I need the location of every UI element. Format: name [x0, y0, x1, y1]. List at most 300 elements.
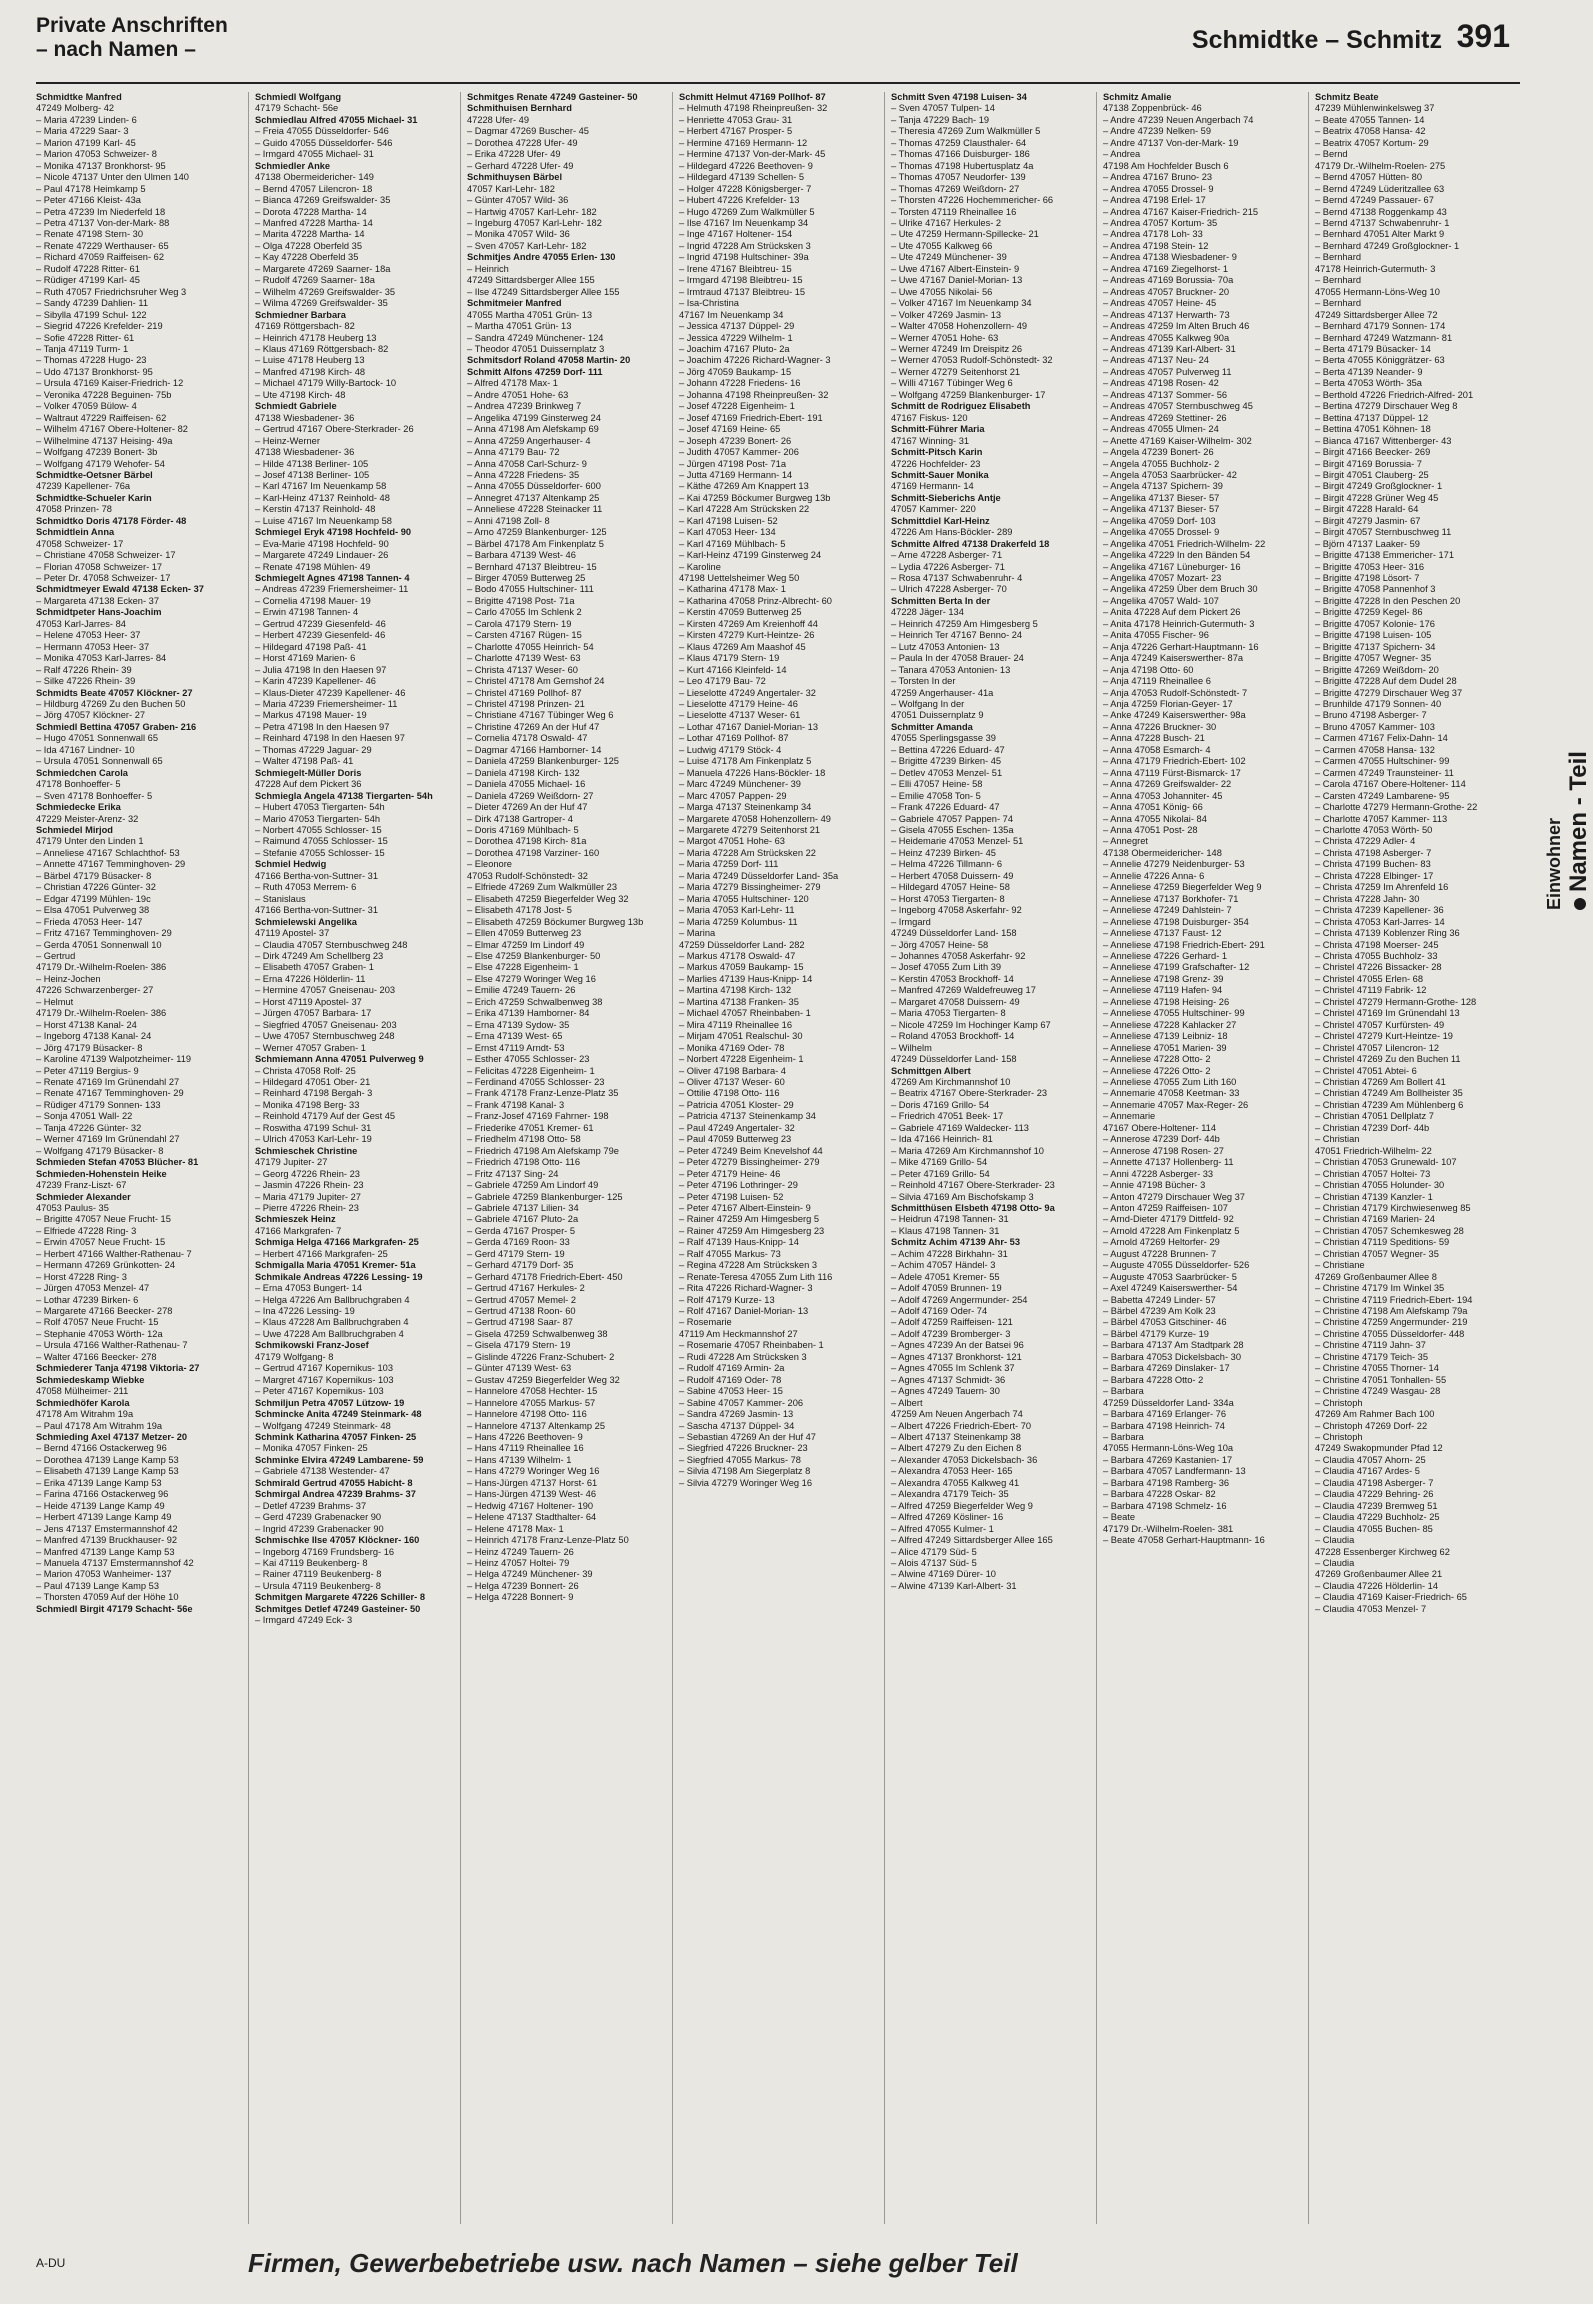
directory-entry: – Hubert 47226 Krefelder- 13	[679, 195, 800, 206]
directory-entry: – Christa 47259 Im Ahrenfeld 16	[1315, 882, 1449, 893]
directory-entry: 47269 Am Kirchmannshof 10	[891, 1076, 1011, 1087]
directory-entry: – Gerda 47051 Sonnenwall 10	[36, 939, 162, 950]
directory-entry: – Maria 47228 Am Strücksken 22	[679, 847, 816, 858]
directory-entry: – Günter 47139 West- 63	[467, 1363, 572, 1374]
directory-entry: – Heinz 47249 Tauern- 26	[467, 1546, 574, 1557]
directory-entry: – Leo 47179 Bau- 72	[679, 676, 766, 687]
directory-entry: – Hubert 47053 Tiergarten- 54h	[255, 802, 385, 813]
directory-entry: – Veronika 47228 Beguinen- 75b	[36, 389, 172, 400]
directory-entry: – Rüdiger 47199 Karl- 45	[36, 275, 140, 286]
directory-entry: – Christa 47228 Elbinger- 17	[1315, 870, 1434, 881]
directory-entry: – Andrea 47178 Loh- 33	[1103, 229, 1203, 240]
directory-entry: – Oliver 47198 Barbara- 4	[679, 1065, 786, 1076]
directory-entry: – Paul 47139 Lange Kamp 53	[36, 1580, 160, 1591]
directory-entry: – Hildegard 47139 Schellen- 5	[679, 172, 805, 183]
directory-entry: – Heinrich 47259 Am Himgesberg 5	[891, 618, 1038, 629]
directory-entry: – Hedwig 47167 Holtener- 190	[467, 1500, 594, 1511]
directory-entry: Schmischke Ilse 47057 Klöckner- 160	[255, 1535, 420, 1546]
directory-entry: – Christian 47057 Wegner- 35	[1315, 1248, 1439, 1259]
directory-entry: – Anja 47226 Gerhart-Hauptmann- 16	[1103, 641, 1259, 652]
directory-entry: Schmitte Alfred 47138 Drakerfeld 18	[891, 538, 1050, 549]
directory-entry: – Dorothea 47139 Lange Kamp 53	[36, 1454, 179, 1465]
directory-column	[672, 92, 884, 2224]
directory-entry: – Lothar 47169 Pollhof- 87	[679, 733, 789, 744]
directory-entry: 47178 Bonhoeffer- 5	[36, 779, 121, 790]
directory-entry: – Monika 47198 Berg- 33	[255, 1099, 360, 1110]
directory-entry: – Christian 47051 Dellplatz 7	[1315, 1111, 1434, 1122]
directory-entry: 47249 Düsseldorfer Land- 158	[891, 1054, 1017, 1065]
directory-entry: – Hans 47119 Rheinallee 16	[467, 1443, 584, 1454]
header-name-range: Schmidtke – Schmitz	[1191, 26, 1442, 54]
directory-entry: 47228 Essenberger Kirchweg 62	[1315, 1546, 1450, 1557]
directory-entry: – Torsten In der	[891, 676, 956, 687]
directory-entry: – Brigitte 47057 Neue Frucht- 15	[36, 1214, 171, 1225]
directory-entry: Schmiegelt Agnes 47198 Tannen- 4	[255, 573, 410, 584]
directory-entry: – Rüdiger 47179 Sonnen- 133	[36, 1099, 161, 1110]
directory-entry: – Beate	[1103, 1512, 1136, 1523]
directory-entry: – Monika 47169 Oder- 78	[679, 1042, 785, 1053]
directory-entry: 47228 Ufer- 49	[467, 114, 530, 125]
directory-entry: – Claudia 47055 Buchen- 85	[1315, 1523, 1433, 1534]
directory-entry: – Hans 47139 Wilhelm- 1	[467, 1454, 572, 1465]
directory-entry: – Reinhold 47167 Obere-Sterkrader- 23	[891, 1180, 1055, 1191]
directory-entry: – Birgit 47166 Beecker- 269	[1315, 447, 1431, 458]
directory-entry: – Anna 47058 Carl-Schurz- 9	[467, 458, 587, 469]
directory-entry: – Judith 47057 Kammer- 206	[679, 447, 799, 458]
directory-entry: – Kerstin 47059 Butterweg 25	[679, 607, 802, 618]
directory-entry: – Alice 47179 Süd- 5	[891, 1546, 977, 1557]
directory-entry: – Ursula 47051 Sonnenwall 65	[36, 756, 163, 767]
directory-entry: – Daniela 47055 Michael- 16	[467, 779, 586, 790]
directory-entry: – Jörg 47059 Baukamp- 15	[679, 366, 792, 377]
directory-entry: – Kerstin 47053 Brockhoff- 14	[891, 973, 1014, 984]
directory-entry: – Kai 47119 Beukenberg- 8	[255, 1558, 368, 1568]
directory-entry: – Hartwig 47057 Karl-Lehr- 182	[467, 206, 597, 217]
directory-entry: – Stefanie 47055 Schlosser- 15	[255, 847, 385, 858]
directory-entry: – Lieselotte 47137 Weser- 61	[679, 710, 801, 721]
directory-entry: – Paul 47178 Am Witrahm 19a	[36, 1420, 163, 1431]
directory-entry: – Beate 47058 Gerhart-Hauptmann- 16	[1103, 1535, 1265, 1546]
directory-entry: – Barbara 47198 Heinrich- 74	[1103, 1420, 1225, 1431]
directory-entry: – Claudia 47169 Kaiser-Friedrich- 65	[1315, 1592, 1467, 1603]
directory-entry: – Andre 47137 Von-der-Mark- 19	[1103, 137, 1239, 148]
directory-entry: Schmiedl Birgit 47179 Schacht- 56e	[36, 1603, 193, 1614]
directory-entry: – Arnold 47269 Heltorfer- 29	[1103, 1237, 1220, 1248]
directory-entry: – Werner 47249 Im Dreispitz 26	[891, 343, 1023, 354]
directory-entry: – Hildegard 47226 Beethoven- 9	[679, 160, 813, 171]
directory-entry: – Volker 47167 Im Neuenkamp 34	[891, 298, 1032, 309]
directory-entry: – Ute 47198 Kirch- 48	[255, 389, 346, 400]
directory-entry: – Christa 47239 Kapellener- 36	[1315, 905, 1444, 916]
directory-entry: – Sibylla 47199 Schul- 122	[36, 309, 147, 320]
directory-entry: 47119 Am Heckmannshof 27	[679, 1328, 798, 1339]
directory-entry: – Bernhard 47249 Watzmann- 81	[1315, 332, 1453, 343]
directory-entry: – Peter 47179 Heine- 46	[679, 1168, 781, 1179]
directory-entry: – Bettina 47226 Eduard- 47	[891, 744, 1005, 755]
directory-entry: – Maria 47229 Saar- 3	[36, 126, 129, 137]
directory-entry: – Hannelore 47137 Altenkamp 25	[467, 1420, 606, 1431]
directory-entry: – Christel 47057 Kurfürsten- 49	[1315, 1019, 1445, 1030]
directory-entry: 47239 Franz-Liszt- 67	[36, 1180, 127, 1191]
directory-entry: – Margareta 47138 Ecken- 37	[36, 595, 160, 606]
directory-entry: – Anna 47051 Post- 28	[1103, 825, 1198, 835]
directory-entry: – Doris 47169 Grillo- 54	[891, 1099, 990, 1110]
directory-entry: – Christian 47179 Kirchwiesenweg 85	[1315, 1202, 1471, 1213]
directory-entry: – Reinhold 47179 Auf der Gest 45	[255, 1111, 396, 1122]
directory-entry: – Maria 47053 Tiergarten- 8	[891, 1008, 1006, 1019]
directory-entry: – Bärbel 47179 Büsacker- 8	[36, 870, 152, 881]
directory-entry: – Christian 47057 Schemkesweg 28	[1315, 1225, 1464, 1236]
directory-entry: – Birgit 47228 Grüner Weg 45	[1315, 492, 1439, 503]
section-tab-label2: Namen - Teil	[1565, 751, 1592, 892]
directory-entry: – Christian 47119 Speditions- 59	[1315, 1237, 1450, 1248]
directory-entry: – Sven 47178 Bonhoeffer- 5	[36, 790, 153, 801]
directory-entry: Schmitt Helmut 47169 Pollhof- 87	[679, 92, 826, 102]
directory-entry: – Anneliese 47139 Leibniz- 18	[1103, 1031, 1228, 1042]
directory-entry: – Gisela 47259 Schwalbenweg 38	[467, 1328, 608, 1339]
directory-entry: – Maria 47259 Dorf- 111	[679, 859, 779, 870]
directory-entry: – Manfred 47269 Waldefreuweg 17	[891, 985, 1036, 996]
directory-entry: – Peter 47167 Albert-Einstein- 9	[679, 1202, 811, 1213]
directory-entry: – Anita 47055 Fischer- 96	[1103, 630, 1209, 641]
directory-entry: – Bruno 47198 Asberger- 7	[1315, 710, 1427, 721]
directory-entry: – Irene 47167 Bleibtreu- 15	[679, 263, 792, 274]
directory-entry: – Andreas 47259 Im Alten Bruch 46	[1103, 321, 1250, 332]
directory-entry: – Rainer 47119 Beukenberg- 8	[255, 1569, 382, 1580]
directory-entry: – Josef 47138 Berliner- 105	[255, 469, 370, 480]
directory-entry: – Carmen 47055 Hultschiner- 99	[1315, 756, 1450, 767]
directory-entry: – Angelika 47057 Wald- 107	[1103, 595, 1219, 606]
directory-entry: – Gabriele 47057 Pappen- 74	[891, 813, 1013, 824]
directory-entry: – Anja 47198 Otto- 60	[1103, 664, 1194, 675]
directory-entry: – Hildburg 47269 Zu den Buchen 50	[36, 699, 186, 710]
directory-entry: – Reinhard 47198 Bergah- 3	[255, 1088, 373, 1099]
directory-entry: – Friedhelm 47198 Otto- 58	[467, 1134, 581, 1145]
directory-entry: – Heinrich 47178 Franz-Lenze-Platz 50	[467, 1535, 629, 1546]
directory-entry: – Bernd 47249 Passauer- 67	[1315, 195, 1434, 206]
directory-entry: – Anna 47058 Esmarch- 4	[1103, 744, 1211, 755]
directory-entry: 47179 Dr.-Wilhelm-Roelen- 386	[36, 962, 167, 973]
directory-entry: Schmirald Gertrud 47055 Habicht- 8	[255, 1477, 413, 1488]
directory-entry: – Gabriele 47169 Waldecker- 113	[891, 1122, 1029, 1133]
directory-entry: – Wilma 47269 Greifswalder- 35	[255, 298, 388, 309]
directory-entry: – Jürgen 47198 Post- 71a	[679, 458, 786, 469]
directory-entry: – Heinz 47057 Holtei- 79	[467, 1558, 570, 1568]
directory-entry: – Ingeborg 47169 Frundsberg- 16	[255, 1546, 395, 1557]
directory-entry: – Adolf 47239 Bromberger- 3	[891, 1328, 1011, 1339]
directory-entry: – Jasmin 47226 Rhein- 23	[255, 1180, 364, 1191]
section-tab	[1536, 620, 1592, 910]
directory-entry: – Beatrix 47167 Obere-Sterkrader- 23	[891, 1088, 1048, 1099]
directory-entry: – Patricia 47137 Steinenkamp 34	[679, 1111, 816, 1122]
directory-entry: – Wolfgang 47239 Bonert- 3b	[36, 447, 158, 458]
directory-entry: – Anneliese 47226 Gerhard- 1	[1103, 950, 1228, 961]
directory-entry: – Ralf 47226 Rhein- 39	[36, 664, 132, 675]
directory-entry: – Erna 47226 Hölderlin- 11	[255, 973, 366, 984]
directory-entry: – Lieselotte 47179 Heine- 46	[679, 699, 798, 710]
directory-entry: – Elfriede 47228 Ring- 3	[36, 1225, 137, 1236]
directory-entry: – Elli 47057 Heine- 58	[891, 779, 983, 790]
directory-entry: – Anton 47279 Dirschauer Weg 37	[1103, 1191, 1245, 1202]
directory-entry: – Gisela 47179 Stern- 19	[467, 1340, 571, 1351]
directory-entry: – Andreas 47169 Borussia- 70a	[1103, 275, 1234, 286]
directory-entry: – Herbert 47239 Giesenfeld- 46	[255, 630, 386, 641]
directory-entry: – Stephanie 47053 Wörth- 12a	[36, 1328, 163, 1339]
directory-entry: – Anneliese 47198 Friedrich-Ebert- 291	[1103, 939, 1265, 950]
directory-entry: – Richard 47059 Raiffeisen- 62	[36, 252, 165, 263]
directory-entry: – Dorothea 47228 Ufer- 49	[467, 137, 578, 148]
directory-entry: – Frank 47178 Franz-Lenze-Platz 35	[467, 1088, 619, 1099]
directory-entry: – Elfriede 47269 Zum Walkmüller 23	[467, 882, 618, 893]
directory-entry: – Gertrud 47167 Herkules- 2	[467, 1283, 585, 1294]
directory-entry: – Birgit 47169 Borussia- 7	[1315, 458, 1422, 469]
directory-entry: – Berta 47055 Königgrätzer- 63	[1315, 355, 1445, 366]
directory-entry: 47055 Sperlingsgasse 39	[891, 733, 996, 744]
directory-entry: – Brigitte 47228 Auf dem Dudel 28	[1315, 676, 1457, 687]
directory-entry: – Josef 47228 Eigenheim- 1	[679, 401, 795, 412]
directory-entry: – Christian 47239 Dorf- 44b	[1315, 1122, 1430, 1133]
directory-entry: – Andreas 47137 Neu- 24	[1103, 355, 1209, 366]
directory-entry: – Norbert 47055 Schlosser- 15	[255, 825, 382, 835]
directory-entry: – Else 47228 Eigenheim- 1	[467, 962, 579, 973]
directory-entry: – Manfred 47139 Bruckhauser- 92	[36, 1535, 178, 1546]
directory-entry: – Gertrud	[36, 950, 76, 961]
directory-entry: – Angelika 47259 Über dem Bruch 30	[1103, 584, 1258, 595]
directory-entry: – Christine 47269 An der Huf 47	[467, 721, 600, 732]
directory-entry: – Andreas 47137 Sommer- 56	[1103, 389, 1228, 400]
directory-entry: – Kay 47228 Oberfeld 35	[255, 252, 359, 263]
directory-entry: – Angelika 47229 In den Bänden 54	[1103, 550, 1251, 561]
directory-entry: – Christel 47051 Abtei- 6	[1315, 1065, 1417, 1076]
directory-entry: – Carola 47179 Stern- 19	[467, 618, 572, 629]
directory-entry: – Fritz 47137 Sing- 24	[467, 1168, 559, 1179]
directory-column	[248, 92, 460, 2224]
directory-entry: – Anni 47228 Asberger- 33	[1103, 1168, 1214, 1179]
directory-entry: 47053 Karl-Jarres- 84	[36, 618, 126, 629]
directory-entry: – Klaus-Dieter 47239 Kapellener- 46	[255, 687, 406, 698]
directory-entry: – Barbara 47139 West- 46	[467, 550, 576, 561]
directory-entry: – Renate 47169 Im Grünendahl 27	[36, 1076, 180, 1087]
directory-entry: – Katharina 47178 Max- 1	[679, 584, 786, 595]
directory-entry: – Heidrun 47198 Tannen- 31	[891, 1214, 1009, 1225]
directory-entry: – Christel 47279 Kurt-Heintze- 19	[1315, 1031, 1453, 1042]
directory-entry: – Margarete 47058 Hohenzollern- 49	[679, 813, 831, 824]
directory-entry: – Horst 47228 Ring- 3	[36, 1271, 127, 1282]
directory-entry: – Christine 47119 Jahn- 37	[1315, 1340, 1426, 1351]
directory-entry: – Angela 47239 Bonert- 26	[1103, 447, 1214, 458]
directory-entry: – Anneliese 47228 Otto- 2	[1103, 1054, 1211, 1065]
directory-entry: – Carsten 47249 Lambarene- 95	[1315, 790, 1450, 801]
directory-entry: – Wolfgang In der	[891, 699, 965, 710]
directory-entry: Schmithuisen Bernhard	[467, 103, 572, 114]
directory-entry: – Brigitte 47138 Emmericher- 171	[1315, 550, 1455, 561]
directory-entry: 47055 Hermann-Löns-Weg 10	[1315, 286, 1440, 297]
directory-entry: – Hildegard 47198 Paß- 41	[255, 641, 367, 652]
directory-entry: – Ursula 47169 Kaiser-Friedrich- 12	[36, 378, 184, 389]
directory-entry: – Renate 47198 Mühlen- 49	[255, 561, 371, 572]
directory-entry: – Marc 47249 Münchener- 39	[679, 779, 801, 790]
directory-entry: – Daniela 47269 Weißdorn- 27	[467, 790, 594, 801]
directory-entry: – Manuela 47226 Hans-Böckler- 18	[679, 767, 826, 778]
directory-entry: – Christel 47119 Fabrik- 12	[1315, 985, 1427, 996]
directory-entry: Schmieszek Heinz	[255, 1214, 336, 1225]
directory-entry: – Gabriele 47259 Blankenburger- 125	[467, 1191, 623, 1202]
directory-entry: – Ingeborg 47138 Kanal- 24	[36, 1031, 152, 1042]
directory-entry: – Axel 47249 Kaiserswerther- 54	[1103, 1283, 1238, 1294]
directory-entry: – Alexander 47053 Dickelsbach- 36	[891, 1454, 1038, 1465]
directory-entry: – Bernd 47057 Lilencron- 18	[255, 183, 373, 194]
directory-entry: – Christiane 47167 Tübinger Weg 6	[467, 710, 614, 721]
directory-entry: Schmitt Alfons 47259 Dorf- 111	[467, 366, 603, 377]
directory-entry: – Anton 47259 Raiffeisen- 107	[1103, 1202, 1228, 1213]
directory-entry: – Rudolf 47169 Oder- 78	[679, 1374, 782, 1385]
directory-entry: – Brigitte 47259 Kegel- 86	[1315, 607, 1423, 618]
directory-entry: 47167 Im Neuenkamp 34	[679, 309, 784, 320]
directory-entry: – Anneliese 47137 Borkhofer- 71	[1103, 893, 1239, 904]
directory-entry: – Auguste 47053 Saarbrücker- 5	[1103, 1271, 1237, 1282]
directory-entry: – Ulrich 47228 Asberger- 70	[891, 584, 1007, 595]
directory-entry: 47057 Kammer- 220	[891, 504, 976, 515]
directory-entry: Schmidtke-Oetsner Bärbel	[36, 469, 153, 480]
directory-entry: – Sofie 47228 Ritter- 61	[36, 332, 135, 343]
directory-entry: Schmiederer Tanja 47198 Viktoria- 27	[36, 1363, 200, 1374]
directory-entry: – Ruth 47057 Friedrichsruher Weg 3	[36, 286, 187, 297]
directory-entry: – Ingrid 47228 Am Strücksken 3	[679, 240, 811, 251]
directory-entry: – Ursula 47166 Walther-Rathenau- 7	[36, 1340, 188, 1351]
directory-entry: – Peter Dr. 47058 Schweizer- 17	[36, 573, 171, 584]
directory-entry: – Annelie 47279 Neidenburger- 53	[1103, 859, 1245, 870]
directory-entry: – Nicole 47137 Unter den Ulmen 140	[36, 172, 189, 183]
directory-entry: – Elisabeth 47057 Graben- 1	[255, 962, 374, 973]
directory-entry: – Elisabeth 47259 Böckumer Burgweg 13b	[467, 916, 644, 927]
directory-entry: – Andreas 47198 Rosen- 42	[1103, 378, 1219, 389]
directory-entry: 47053 Rudolf-Schönstedt- 32	[467, 870, 588, 881]
directory-entry: – Bernhard 47249 Großglockner- 1	[1315, 240, 1460, 251]
directory-entry: – Brigitte 47198 Luisen- 105	[1315, 630, 1432, 641]
directory-entry: – Markus 47059 Baukamp- 15	[679, 962, 804, 973]
directory-entry: Schmitt Sven 47198 Luisen- 34	[891, 92, 1027, 102]
directory-entry: – Irmgard 47055 Michael- 31	[255, 149, 374, 160]
directory-entry: – Mike 47169 Grillo- 54	[891, 1157, 988, 1168]
directory-entry: – Christian 47249 Am Bollheister 35	[1315, 1088, 1463, 1099]
directory-entry: – Bodo 47055 Hultschiner- 111	[467, 584, 594, 595]
directory-entry: Schmitz Amalie	[1103, 92, 1172, 102]
directory-entry: – Gertrud 47138 Roon- 60	[467, 1306, 576, 1317]
directory-entry: – Annette 47167 Temminghoven- 29	[36, 859, 186, 870]
directory-entry: – Martha 47051 Grün- 13	[467, 321, 572, 332]
directory-entry: – Edgar 47199 Mühlen- 19c	[36, 893, 151, 904]
directory-entry: – Anja 47249 Kaiserswerther- 87a	[1103, 653, 1244, 664]
directory-entry: – Elisabeth 47259 Biegerfelder Weg 32	[467, 893, 629, 904]
directory-entry: – Christine 47119 Friedrich-Ebert- 194	[1315, 1294, 1473, 1305]
directory-entry: – Gertrud 47198 Saar- 87	[467, 1317, 573, 1328]
directory-entry: – Karl-Heinz 47137 Reinhold- 48	[255, 492, 390, 503]
directory-entry: – Christine 47198 Am Alefskamp 79a	[1315, 1306, 1468, 1317]
directory-entry: – Werner 47169 Im Grünendahl 27	[36, 1134, 180, 1145]
directory-entry: 47269 Großenbaumer Allee 8	[1315, 1271, 1437, 1282]
directory-entry: – Anja 47053 Rudolf-Schönstedt- 7	[1103, 687, 1248, 698]
directory-entry: – Christian 47139 Kanzler- 1	[1315, 1191, 1433, 1202]
directory-entry: Schmitt de Rodriguez Elisabeth	[891, 401, 1031, 412]
directory-entry: – Andreas 47239 Friemersheimer- 11	[255, 584, 409, 595]
directory-entry: – Anette 47169 Kaiser-Wilhelm- 302	[1103, 435, 1252, 446]
directory-entry: 47249 Swakopmunder Pfad 12	[1315, 1443, 1443, 1454]
directory-entry: 47166 Markgrafen- 7	[255, 1225, 342, 1236]
directory-entry: – Jessica 47229 Wilhelm- 1	[679, 332, 793, 343]
directory-entry: – Rudolf 47169 Armin- 2a	[679, 1363, 785, 1374]
directory-entry: – Erna 47139 West- 65	[467, 1031, 563, 1042]
directory-entry: 47179 Dr.-Wilhelm-Roelen- 275	[1315, 160, 1446, 171]
directory-entry: – Angelika 47059 Dorf- 103	[1103, 515, 1216, 526]
directory-entry: – Walter 47058 Hohenzollern- 49	[891, 321, 1028, 332]
directory-entry: – Theodor 47051 Duissernplatz 3	[467, 343, 605, 354]
directory-entry: Schmink Katharina 47057 Finken- 25	[255, 1432, 417, 1443]
directory-entry: – Heide 47139 Lange Kamp 49	[36, 1500, 165, 1511]
directory-entry: – Silvia 47279 Woringer Weg 16	[679, 1477, 812, 1488]
directory-entry: – Birgit 47051 Clauberg- 25	[1315, 469, 1429, 480]
directory-entry: – Bärbel 47179 Kurze- 19	[1103, 1328, 1209, 1339]
directory-entry: – Adolf 47269 Angermunder- 254	[891, 1294, 1028, 1305]
directory-entry: – Rainer 47259 Am Himgesberg 5	[679, 1214, 820, 1225]
directory-entry: – Christoph	[1315, 1397, 1363, 1408]
directory-entry: – Anna 47198 Am Alefskamp 69	[467, 424, 599, 435]
directory-entry: – Anna 47269 Greifswalder- 22	[1103, 779, 1232, 790]
directory-entry: – Ferdinand 47055 Schlosser- 23	[467, 1076, 605, 1087]
directory-entry: Schmidtpeter Hans-Joachim	[36, 607, 162, 618]
directory-entry: – Siegfried 47057 Gneisenau- 203	[255, 1019, 397, 1030]
directory-entry: – Hugo 47051 Sonnenwall 65	[36, 733, 158, 744]
directory-entry: – Freia 47055 Düsseldorfer- 546	[255, 126, 389, 137]
directory-entry: – Dirk 47249 Am Schellberg 23	[255, 950, 384, 961]
directory-entry: – Irmgard 47198 Bleibtreu- 15	[679, 275, 803, 286]
directory-entry: Schmittgen Albert	[891, 1065, 971, 1076]
directory-entry: – Karoline 47139 Walpotzheimer- 119	[36, 1054, 192, 1065]
directory-entry: – Berta 47139 Neander- 9	[1315, 366, 1423, 377]
directory-entry: – Christine 47259 Angermunder- 219	[1315, 1317, 1468, 1328]
directory-entry: 47167 Winning- 31	[891, 435, 970, 446]
directory-entry: 47179 Jupiter- 27	[255, 1157, 328, 1168]
directory-entry: Schmitten Berta In der	[891, 595, 991, 606]
directory-entry: – Gabriele 47138 Westender- 47	[255, 1466, 390, 1477]
directory-entry: – Angelika 47051 Friedrich-Wilhelm- 22	[1103, 538, 1266, 549]
directory-entry: – Helga 47249 Münchener- 39	[467, 1569, 593, 1580]
directory-entry: – Franz-Josef 47169 Fahrner- 198	[467, 1111, 609, 1122]
directory-entry: – Roswitha 47199 Schul- 31	[255, 1122, 372, 1133]
directory-entry: – Barbara	[1103, 1432, 1144, 1443]
directory-entry: 47138 Zoppenbrück- 46	[1103, 103, 1202, 114]
directory-entry: – Jutta 47169 Hermann- 14	[679, 469, 793, 480]
directory-entry: – Ludwig 47179 Stöck- 4	[679, 744, 782, 755]
directory-entry: – Erwin 47198 Tannen- 4	[255, 607, 359, 618]
directory-entry: – Thomas 47269 Weißdorn- 27	[891, 183, 1020, 194]
directory-entry: – Gertrud 47167 Obere-Sterkrader- 26	[255, 424, 414, 435]
directory-entry: – Ingrid 47239 Grabenacker 90	[255, 1523, 384, 1534]
directory-entry: – Margot 47051 Hohe- 63	[679, 836, 785, 847]
directory-entry: – Wilhelm 47269 Greifswalder- 35	[255, 286, 396, 297]
directory-entry: – Maria 47249 Düsseldorfer Land- 35a	[679, 870, 839, 881]
directory-entry: 47259 Düsseldorfer Land- 334a	[1103, 1397, 1234, 1408]
directory-entry: – Josef 47055 Zum Lith 39	[891, 962, 1002, 973]
directory-entry: – Margret 47167 Kopernikus- 103	[255, 1374, 394, 1385]
directory-entry: – Wolfgang 47259 Blankenburger- 17	[891, 389, 1046, 400]
directory-entry: – Eleonore	[467, 859, 512, 870]
directory-entry: Schmitt-Sieberichs Antje	[891, 492, 1001, 503]
directory-entry: – Horst 47053 Tiergarten- 8	[891, 893, 1005, 904]
directory-entry: – Anna 47259 Angerhauser- 4	[467, 435, 591, 446]
directory-entry: – Hannelore 47055 Markus- 57	[467, 1397, 596, 1408]
directory-entry: 47179 Schacht- 56e	[255, 103, 339, 114]
directory-entry: 47167 Fiskus- 120	[891, 412, 968, 423]
